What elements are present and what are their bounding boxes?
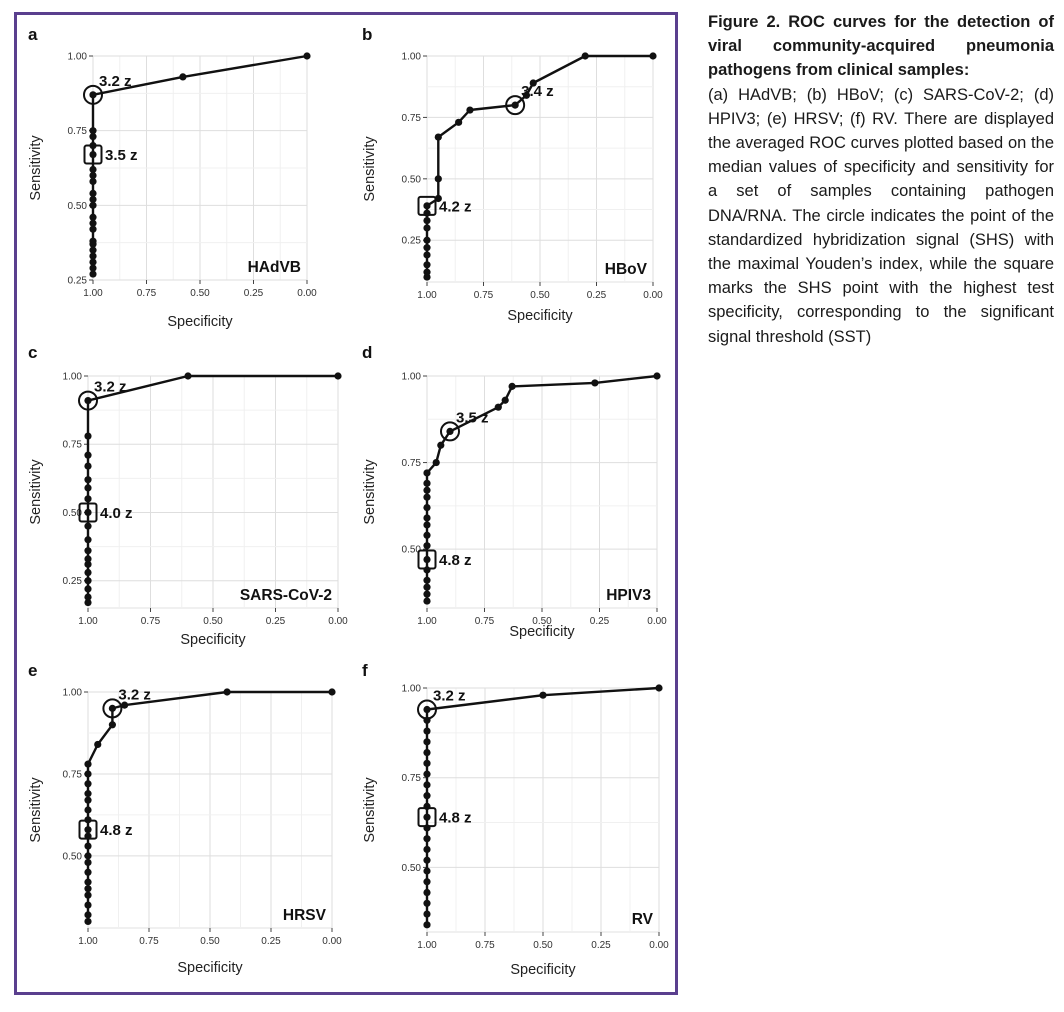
x-tick-label: 0.00 [322, 936, 342, 947]
x-tick-label: 0.75 [140, 616, 161, 627]
roc-point [423, 566, 430, 573]
x-tick-label: 0.25 [586, 290, 607, 301]
y-axis-label: Sensitivity [28, 777, 44, 843]
pathogen-title: SARS-CoV-2 [239, 587, 332, 604]
roc-point [512, 102, 519, 109]
roc-point [423, 792, 430, 799]
sst-label: 4.2 z [439, 198, 472, 216]
panel-b [354, 18, 674, 336]
roc-point [423, 597, 430, 604]
x-tick-label: 0.25 [243, 288, 264, 299]
roc-point [109, 721, 116, 728]
roc-point [303, 52, 310, 59]
roc-point [84, 484, 91, 491]
roc-point [423, 878, 430, 885]
y-tick-label: 0.50 [401, 174, 421, 186]
roc-point [423, 532, 430, 539]
roc-point [466, 106, 473, 113]
x-tick-label: 1.00 [78, 616, 98, 627]
roc-point [423, 771, 430, 778]
y-tick-label: 0.25 [401, 235, 421, 247]
roc-point [84, 770, 91, 777]
y-tick-label: 0.25 [67, 275, 87, 287]
panel-letter: f [362, 661, 368, 680]
youden-label: 3.2 z [94, 378, 127, 396]
x-axis-label: Specificity [509, 624, 575, 640]
roc-point [582, 52, 589, 59]
panel-letter: e [28, 661, 38, 680]
roc-point [84, 797, 91, 804]
roc-point [89, 214, 96, 221]
roc-point [84, 826, 91, 833]
x-tick-label: 1.00 [417, 616, 437, 627]
x-tick-label: 0.00 [649, 940, 669, 951]
y-axis-label: Sensitivity [362, 459, 378, 525]
roc-point [84, 593, 91, 600]
x-tick-label: 0.75 [475, 940, 495, 951]
x-tick-label: 0.50 [190, 288, 210, 299]
x-tick-label: 0.50 [200, 936, 220, 947]
roc-point [423, 781, 430, 788]
y-tick-label: 1.00 [401, 371, 421, 383]
x-axis-label: Specificity [510, 962, 576, 978]
sst-label: 4.8 z [439, 552, 472, 570]
roc-point [423, 504, 430, 511]
y-axis-label: Sensitivity [362, 777, 378, 843]
roc-point [89, 238, 96, 245]
roc-point [649, 52, 656, 59]
roc-point [84, 452, 91, 459]
roc-point [423, 237, 430, 244]
roc-point [84, 885, 91, 892]
roc-point [423, 217, 430, 224]
roc-point [423, 261, 430, 268]
roc-point [446, 428, 453, 435]
sst-label: 3.5 z [105, 147, 138, 165]
panel-d [354, 336, 674, 654]
roc-point [423, 814, 430, 821]
roc-point [84, 806, 91, 813]
roc-point [89, 151, 96, 158]
x-tick-label: 0.25 [261, 936, 281, 947]
roc-point [84, 780, 91, 787]
sst-label: 4.0 z [100, 504, 133, 522]
roc-point [423, 591, 430, 598]
roc-point [423, 889, 430, 896]
y-tick-label: 0.50 [67, 200, 87, 212]
x-tick-label: 0.75 [474, 616, 495, 627]
roc-point [184, 372, 191, 379]
y-tick-label: 0.50 [401, 862, 421, 874]
roc-point [84, 495, 91, 502]
roc-point [84, 569, 91, 576]
y-tick-label: 0.75 [401, 458, 421, 470]
roc-point [423, 910, 430, 917]
roc-point [84, 790, 91, 797]
roc-point [84, 397, 91, 404]
roc-point [84, 462, 91, 469]
youden-label: 3.2 z [118, 686, 151, 704]
roc-point [423, 224, 430, 231]
roc-point [591, 379, 598, 386]
roc-point [423, 469, 430, 476]
roc-point [89, 166, 96, 173]
x-tick-label: 0.50 [203, 616, 223, 627]
x-tick-label: 0.25 [591, 940, 611, 951]
roc-point [84, 577, 91, 584]
y-axis-label: Sensitivity [28, 135, 44, 201]
x-tick-label: 1.00 [417, 290, 437, 301]
roc-point [84, 523, 91, 530]
chart-svg [20, 18, 340, 336]
youden-label: 3.2 z [99, 72, 132, 90]
y-tick-label: 1.00 [67, 51, 87, 63]
pathogen-title: HRSV [282, 907, 326, 924]
x-axis-label: Specificity [180, 632, 246, 648]
figure-caption [708, 10, 1054, 349]
y-tick-label: 1.00 [62, 371, 82, 383]
roc-point [495, 404, 502, 411]
roc-point [84, 901, 91, 908]
y-axis-label: Sensitivity [28, 459, 44, 525]
roc-point [423, 738, 430, 745]
panel-letter: a [28, 25, 38, 44]
y-tick-label: 1.00 [401, 683, 421, 695]
y-tick-label: 0.75 [62, 769, 82, 781]
roc-point [334, 372, 341, 379]
y-tick-label: 0.50 [62, 851, 82, 863]
roc-point [423, 494, 430, 501]
roc-point [502, 397, 509, 404]
x-tick-label: 0.50 [530, 290, 550, 301]
x-tick-label: 0.75 [139, 936, 159, 947]
x-tick-label: 0.50 [533, 940, 553, 951]
roc-point [423, 521, 430, 528]
x-tick-label: 0.75 [473, 290, 494, 301]
roc-point [423, 269, 430, 276]
roc-point [423, 835, 430, 842]
chart-svg [354, 654, 674, 984]
y-axis-label: Sensitivity [362, 136, 378, 202]
roc-point [423, 244, 430, 251]
youden-label: 3.5 z [456, 409, 489, 427]
pathogen-title: HBoV [604, 261, 647, 278]
roc-point [84, 852, 91, 859]
youden-label: 3.4 z [521, 83, 554, 101]
roc-point [455, 119, 462, 126]
x-tick-label: 0.00 [643, 290, 663, 301]
y-tick-label: 0.75 [401, 112, 421, 124]
panel-e [20, 654, 340, 984]
roc-point [84, 547, 91, 554]
roc-point [435, 175, 442, 182]
panel-a [20, 18, 340, 336]
x-tick-label: 0.25 [589, 616, 610, 627]
chart-svg [354, 336, 674, 654]
roc-point [94, 741, 101, 748]
roc-point [84, 879, 91, 886]
y-tick-label: 0.75 [62, 439, 82, 451]
roc-point [423, 480, 430, 487]
roc-point [423, 749, 430, 756]
roc-point [84, 432, 91, 439]
sst-label: 4.8 z [439, 809, 472, 827]
roc-point [423, 727, 430, 734]
roc-point [423, 846, 430, 853]
youden-label: 3.2 z [433, 687, 466, 705]
roc-point [89, 127, 96, 134]
roc-point [84, 918, 91, 925]
roc-point [423, 202, 430, 209]
x-tick-label: 1.00 [417, 940, 437, 951]
roc-point [109, 705, 116, 712]
roc-point [423, 556, 430, 563]
pathogen-title: RV [631, 911, 653, 928]
roc-point [423, 867, 430, 874]
roc-point [84, 842, 91, 849]
x-tick-label: 0.50 [532, 616, 552, 627]
x-tick-label: 0.75 [136, 288, 157, 299]
roc-point [84, 859, 91, 866]
x-tick-label: 0.00 [297, 288, 317, 299]
panel-letter: b [362, 25, 373, 44]
y-tick-label: 1.00 [401, 51, 421, 63]
pathogen-title: HAdVB [247, 259, 301, 276]
roc-point [89, 190, 96, 197]
x-axis-label: Specificity [177, 960, 243, 976]
roc-point [433, 459, 440, 466]
roc-point [328, 688, 335, 695]
caption-title: Figure 2. ROC curves for the detection of viral community-acquired pneumonia pathogens from clinical samples: [708, 13, 1054, 80]
chart-svg [20, 654, 340, 984]
roc-point [84, 509, 91, 516]
roc-point [539, 692, 546, 699]
roc-point [179, 73, 186, 80]
roc-point [89, 91, 96, 98]
x-axis-label: Specificity [167, 314, 233, 330]
roc-point [423, 514, 430, 521]
y-tick-label: 1.00 [62, 687, 82, 699]
y-tick-label: 0.75 [401, 773, 421, 785]
roc-point [84, 869, 91, 876]
panel-letter: d [362, 343, 373, 362]
roc-point [423, 584, 430, 591]
y-tick-label: 0.75 [67, 126, 87, 138]
roc-point [423, 542, 430, 549]
roc-point [84, 585, 91, 592]
roc-point [423, 760, 430, 767]
x-axis-label: Specificity [507, 308, 573, 324]
roc-point [84, 536, 91, 543]
pathogen-title: HPIV3 [606, 587, 651, 604]
x-tick-label: 0.25 [265, 616, 286, 627]
roc-point [84, 476, 91, 483]
x-tick-label: 0.00 [328, 616, 348, 627]
x-tick-label: 1.00 [83, 288, 103, 299]
roc-point [437, 442, 444, 449]
roc-point [423, 577, 430, 584]
panel-f [354, 654, 674, 984]
roc-point [423, 487, 430, 494]
roc-point [84, 555, 91, 562]
roc-point [84, 761, 91, 768]
y-tick-label: 0.25 [62, 576, 82, 588]
caption-body: (a) HAdVB; (b) HBoV; (c) SARS-CoV-2; (d) HPIV3; (e) HRSV; (f) RV. There are displayed the averaged ROC curves plotted based on the median values of specificity and sensitivity for a set of samples containing pathogen DNA/RNA. The circle indicates the point of the standardized hybridization signal (SHS) with the maximal Youden’s index, while the square marks the SHS point with the highest test specificity, corresponding to the significant signal threshold (SST) [708, 85, 1054, 346]
x-tick-label: 1.00 [78, 936, 98, 947]
panel-c [20, 336, 348, 654]
panel-letter: c [28, 343, 38, 362]
chart-svg [354, 18, 674, 336]
sst-label: 4.8 z [100, 822, 133, 840]
roc-point [84, 911, 91, 918]
roc-point [655, 684, 662, 691]
roc-point [423, 921, 430, 928]
roc-point [653, 372, 660, 379]
roc-point [435, 133, 442, 140]
x-tick-label: 0.00 [647, 616, 667, 627]
y-tick-label: 0.50 [401, 544, 421, 556]
roc-point [509, 383, 516, 390]
roc-point [423, 706, 430, 713]
roc-point [84, 892, 91, 899]
roc-point [423, 857, 430, 864]
y-tick-label: 0.50 [62, 507, 82, 519]
roc-point [223, 688, 230, 695]
roc-point [423, 900, 430, 907]
chart-svg [20, 336, 348, 654]
roc-point [423, 251, 430, 258]
